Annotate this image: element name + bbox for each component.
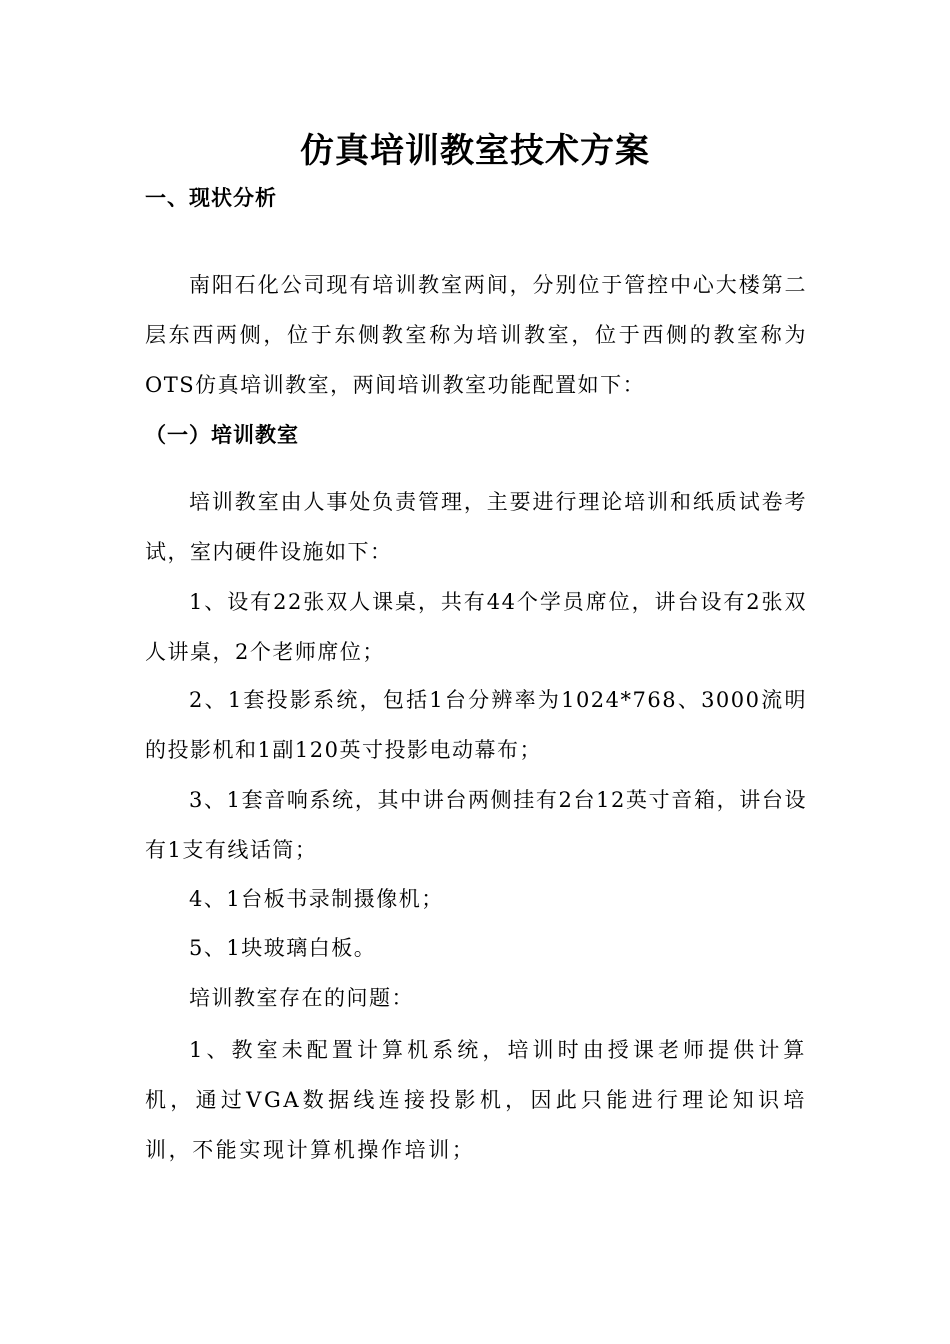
subsection-heading-training-room: （一）培训教室 — [145, 422, 299, 447]
intro-paragraph: 南阳石化公司现有培训教室两间，分别位于管控中心大楼第二层东西两侧，位于东侧教室称为培训教室，位于西侧的教室称为OTS仿真培训教室，两间培训教室功能配置如下： — [145, 273, 807, 397]
problems-heading: 培训教室存在的问题： — [189, 986, 414, 1010]
section-heading-status-analysis: 一、现状分析 — [145, 185, 277, 210]
training-room-description: 培训教室由人事处负责管理，主要进行理论培训和纸质试卷考试，室内硬件设施如下： — [145, 490, 807, 564]
facility-item-1: 1、设有22张双人课桌，共有44个学员席位，讲台设有2张双人讲桌，2个老师席位； — [145, 590, 807, 664]
document-title: 仿真培训教室技术方案 — [300, 131, 650, 171]
facility-item-3: 3、1套音响系统，其中讲台两侧挂有2台12英寸音箱，讲台设有1支有线话筒； — [145, 788, 807, 862]
facility-item-4: 4、1台板书录制摄像机； — [189, 887, 444, 911]
facility-item-5: 5、1块玻璃白板。 — [189, 936, 377, 960]
facility-item-2: 2、1套投影系统，包括1台分辨率为1024*768、3000流明的投影机和1副120英寸投影电动幕布； — [145, 688, 807, 762]
problem-item-1: 1、教室未配置计算机系统，培训时由授课老师提供计算机，通过VGA数据线连接投影机，因此只能进行理论知识培训，不能实现计算机操作培训； — [145, 1038, 807, 1162]
